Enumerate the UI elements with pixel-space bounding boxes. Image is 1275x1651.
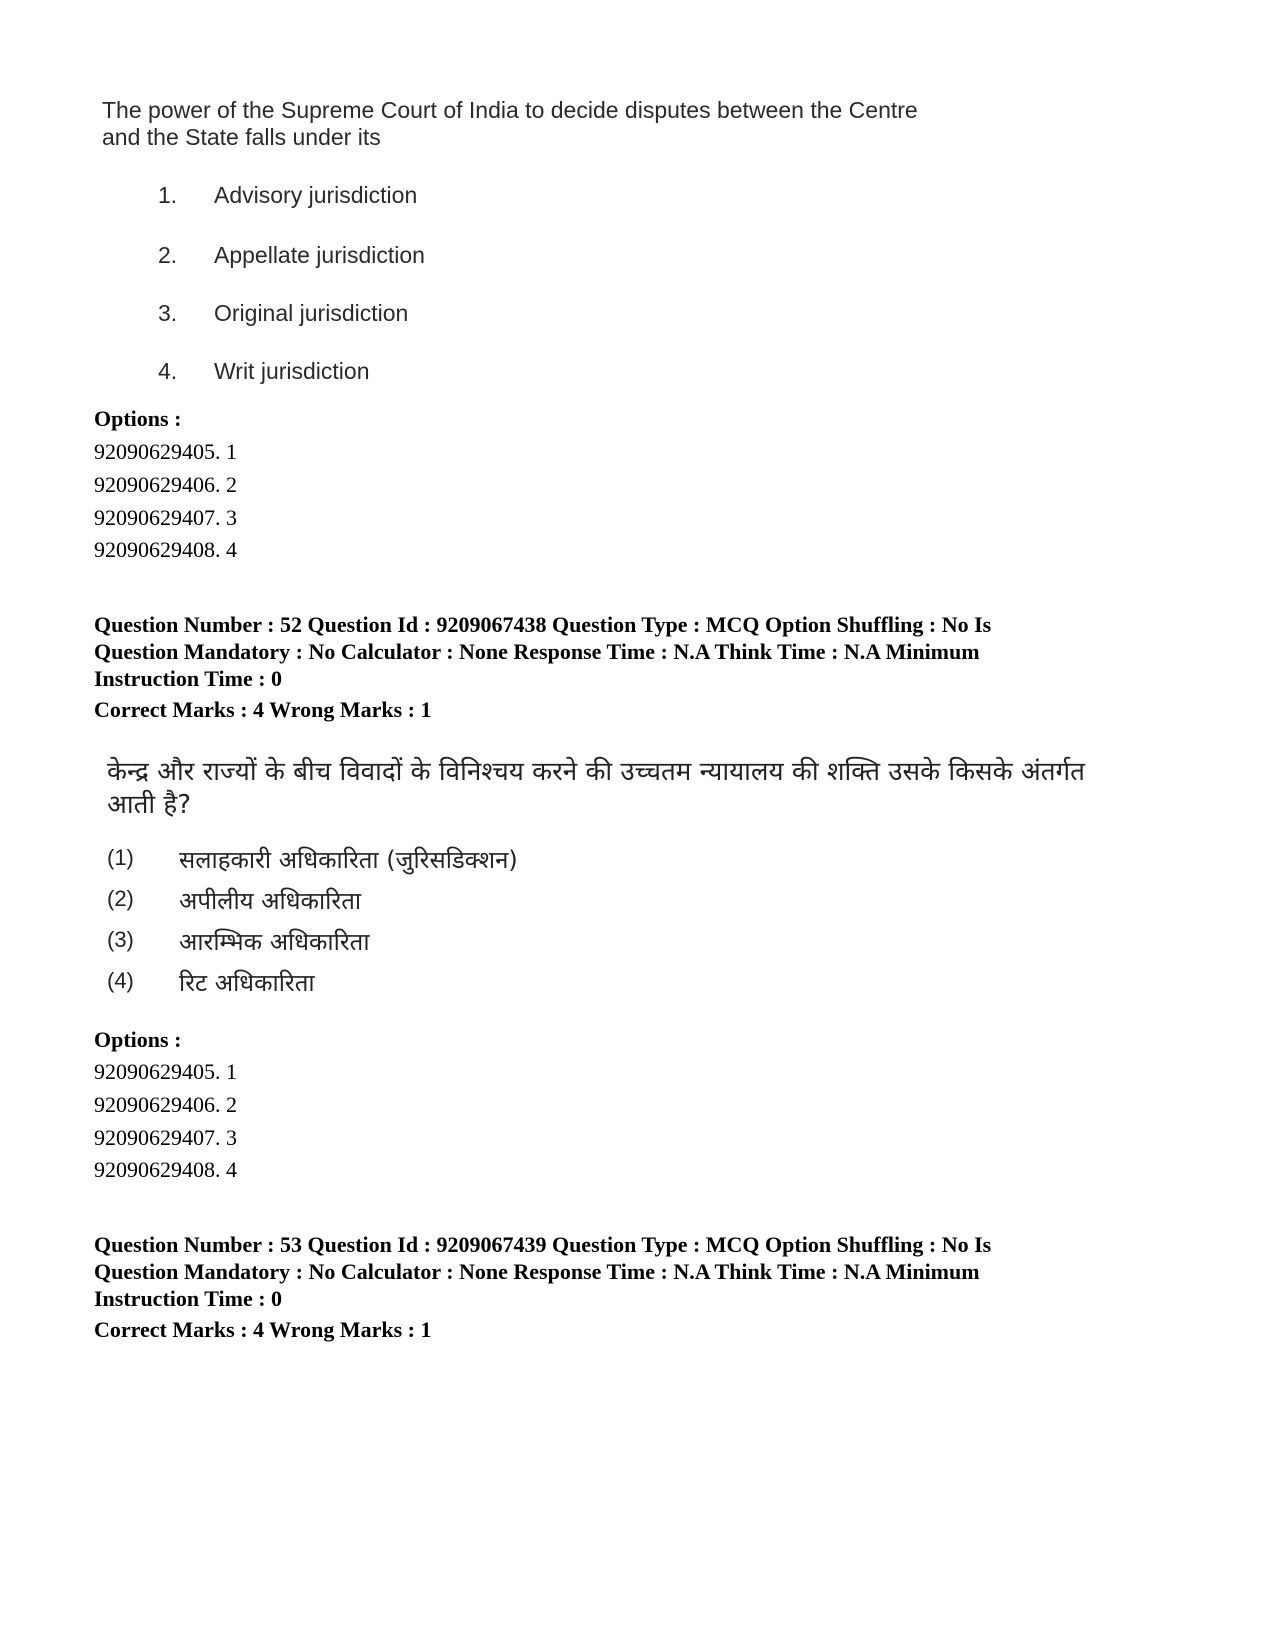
question-line-2: आती है? bbox=[107, 790, 191, 820]
question-line-2: and the State falls under its bbox=[102, 124, 381, 150]
meta-line-1: Question Number : 53 Question Id : 9209067439 Question Type : MCQ Option Shuffling : No Is bbox=[94, 1232, 992, 1257]
choice-number: (3) bbox=[107, 927, 134, 952]
marks-line: Correct Marks : 4 Wrong Marks : 1 bbox=[94, 697, 432, 722]
choice-number: 3. bbox=[158, 300, 178, 326]
meta-line-2: Question Mandatory : No Calculator : None Response Time : N.A Think Time : N.A Minimum bbox=[94, 1259, 980, 1284]
question-text-hindi bbox=[107, 756, 1107, 822]
meta-line-1: Question Number : 52 Question Id : 9209067438 Question Type : MCQ Option Shuffling : No Is bbox=[94, 612, 992, 637]
choice-text: Original jurisdiction bbox=[214, 300, 409, 326]
options-label: Options : bbox=[94, 406, 182, 431]
choice-number: 4. bbox=[158, 358, 178, 384]
choice-number: (1) bbox=[107, 845, 134, 870]
meta-line-3: Instruction Time : 0 bbox=[94, 666, 283, 691]
choice-text: आरम्भिक अधिकारिता bbox=[179, 928, 370, 956]
choice-text: Appellate jurisdiction bbox=[214, 242, 425, 268]
choice-text: रिट अधिकारिता bbox=[179, 969, 315, 997]
choice-text: सलाहकारी अधिकारिता (जुरिसडिक्शन) bbox=[179, 846, 518, 874]
marks-line: Correct Marks : 4 Wrong Marks : 1 bbox=[94, 1317, 432, 1342]
option-id-1: 92090629405. 1 bbox=[94, 1059, 237, 1084]
options-label: Options : bbox=[94, 1027, 182, 1052]
choice-number: (4) bbox=[107, 968, 134, 993]
question-text bbox=[102, 97, 1002, 151]
question-meta bbox=[94, 611, 1174, 692]
question-meta bbox=[94, 1231, 1174, 1312]
option-id-4: 92090629408. 4 bbox=[94, 537, 237, 562]
question-line-1: केन्द्र और राज्यों के बीच विवादों के विनिश्चय करने की उच्चतम न्यायालय की शक्ति उसके किसके अंतर्गत bbox=[107, 757, 1085, 787]
meta-line-2: Question Mandatory : No Calculator : None Response Time : N.A Think Time : N.A Minimum bbox=[94, 639, 980, 664]
choice-text: Advisory jurisdiction bbox=[214, 182, 418, 208]
choice-number: 2. bbox=[158, 242, 178, 268]
choice-number: (2) bbox=[107, 886, 134, 911]
question-line-1: The power of the Supreme Court of India to decide disputes between the Centre bbox=[102, 97, 918, 123]
option-id-1: 92090629405. 1 bbox=[94, 439, 237, 464]
choice-text: अपीलीय अधिकारिता bbox=[179, 887, 362, 915]
option-id-2: 92090629406. 2 bbox=[94, 472, 237, 497]
meta-line-3: Instruction Time : 0 bbox=[94, 1286, 283, 1311]
option-id-3: 92090629407. 3 bbox=[94, 1125, 237, 1150]
choice-text: Writ jurisdiction bbox=[214, 358, 370, 384]
choice-number: 1. bbox=[158, 182, 178, 208]
option-id-3: 92090629407. 3 bbox=[94, 505, 237, 530]
option-id-4: 92090629408. 4 bbox=[94, 1157, 237, 1182]
option-id-2: 92090629406. 2 bbox=[94, 1092, 237, 1117]
